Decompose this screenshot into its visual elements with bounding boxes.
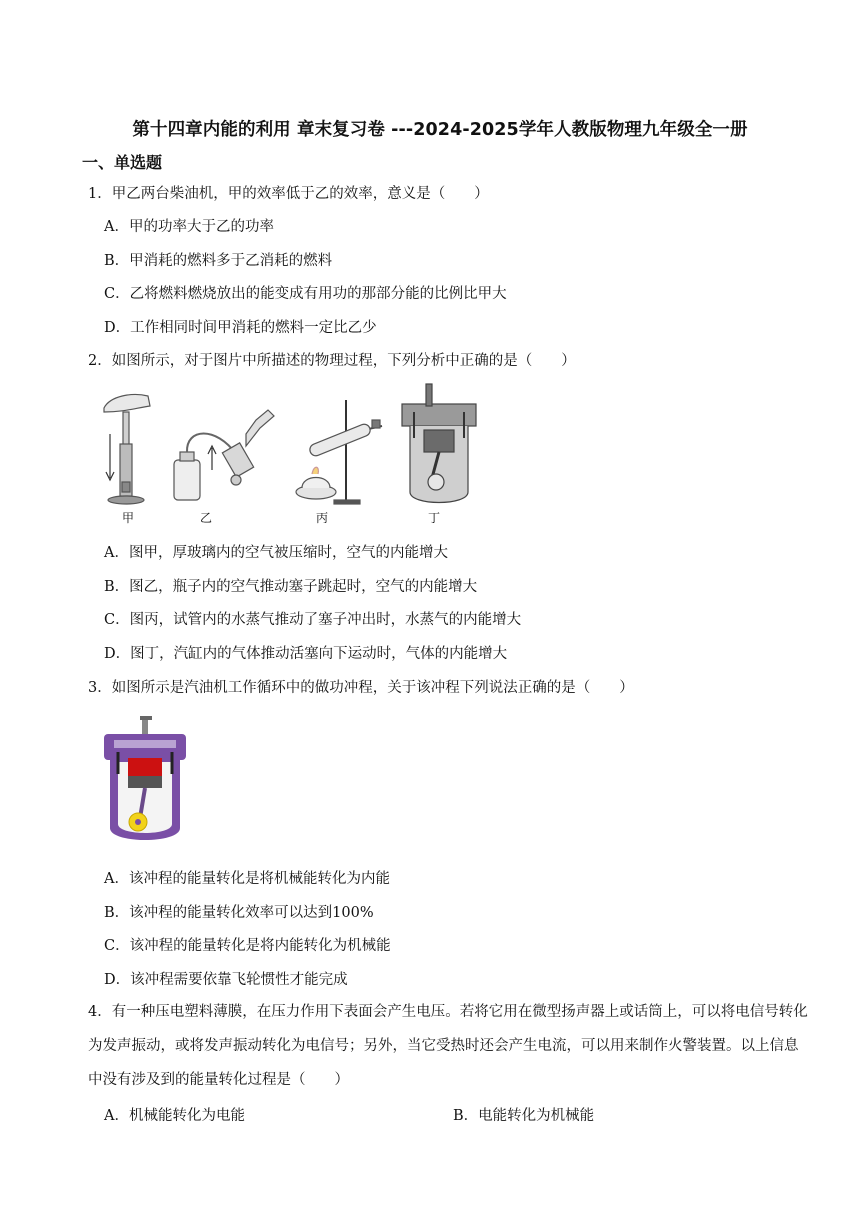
page-title: 第十四章内能的利用 章末复习卷 ---2024-2025学年人教版物理九年级全一册 [132,120,748,140]
question-1-option-b[interactable]: B．甲消耗的燃料多于乙消耗的燃料 [104,253,333,269]
question-4-option-b[interactable]: B．电能转化为机械能 [453,1108,595,1124]
figure-ding-engine [402,384,476,503]
figure-label-ding: 丁 [428,511,441,525]
question-2-option-a[interactable]: A．图甲，厚玻璃内的空气被压缩时，空气的内能增大 [104,545,448,561]
question-2-option-d[interactable]: D．图丁，汽缸内的气体推动活塞向下运动时，气体的内能增大 [104,646,508,662]
question-2-figure [96,382,486,528]
question-3-option-b[interactable]: B．该冲程的能量转化效率可以达到100% [104,905,374,921]
question-4-option-a[interactable]: A．机械能转化为电能 [104,1108,245,1124]
power-stroke-engine-diagram [100,714,190,846]
figure-bing-test-tube-stand [296,400,382,504]
question-4-stem: 4．有一种压电塑料薄膜，在压力作用下表面会产生电压。若将它用在微型扬声器上或话筒上，可以将电信号转化为发声振动，或将发声振动转化为电信号；另外，当它受热时还会产生电流，可以用来制作火警装置。以上信息中没有涉及到的能量转化过程是（ ） [88,1004,808,1088]
question-3-stem: 3．如图所示是汽油机工作循环中的做功冲程，关于该冲程下列说法正确的是（ ） [88,680,634,696]
figure-jia-compression-tube [104,395,150,505]
figure-label-jia: 甲 [122,511,135,525]
question-1-option-a[interactable]: A．甲的功率大于乙的功率 [104,219,274,235]
question-3-option-c[interactable]: C．该冲程的能量转化是将内能转化为机械能 [104,938,391,954]
question-1-option-c[interactable]: C．乙将燃料燃烧放出的能变成有用功的那部分能的比例比甲大 [104,286,507,302]
figure-yi-bottle-pump [174,410,274,500]
question-2-option-b[interactable]: B．图乙，瓶子内的空气推动塞子跳起时，空气的内能增大 [104,579,478,595]
figure-label-yi: 乙 [200,511,213,525]
question-3-engine-figure [100,714,190,846]
figure-label-bing: 丙 [316,511,329,525]
question-2-stem: 2．如图所示，对于图片中所描述的物理过程，下列分析中正确的是（ ） [88,353,576,369]
question-1-stem: 1．甲乙两台柴油机，甲的效率低于乙的效率，意义是（ ） [88,186,489,202]
section-heading: 一、单选题 [82,153,163,172]
question-2-option-c[interactable]: C．图丙，试管内的水蒸气推动了塞子冲出时，水蒸气的内能增大 [104,612,522,628]
question-3-option-a[interactable]: A．该冲程的能量转化是将机械能转化为内能 [104,871,390,887]
question-2-diagram [96,382,486,528]
question-1-option-d[interactable]: D．工作相同时间甲消耗的燃料一定比乙少 [104,320,377,336]
question-3-option-d[interactable]: D．该冲程需要依靠飞轮惯性才能完成 [104,972,348,988]
